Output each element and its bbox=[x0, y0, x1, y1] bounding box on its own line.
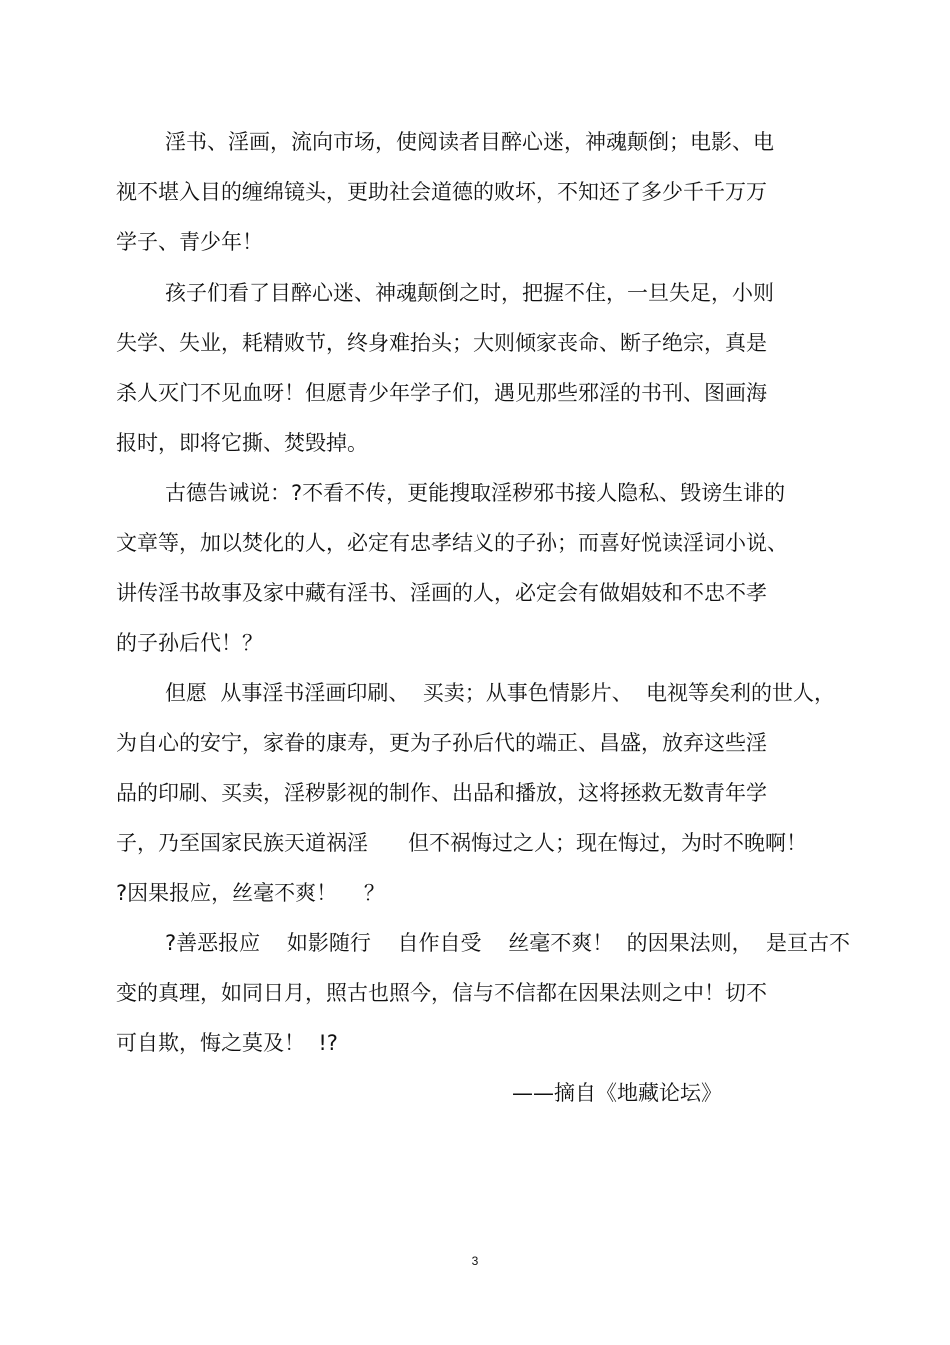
text-line: 讲传淫书故事及家中藏有淫书、淫画的人，必定会有做娼妓和不忠不孝 bbox=[116, 581, 767, 605]
text-line: 淫书、淫画，流向市场，使阅读者目醉心迷，神魂颠倒；电影、电 bbox=[165, 130, 774, 154]
attribution: ——摘自《地藏论坛》 bbox=[512, 1081, 722, 1105]
text-line: 的子孙后代！？ bbox=[116, 631, 263, 655]
text-line: 品的印刷、买卖，淫秽影视的制作、出品和播放，这将拯救无数青年学 bbox=[116, 781, 767, 805]
text-line: ?善恶报应 如影随行 自作自受 丝毫不爽！ 的因果法则， 是亘古不 bbox=[165, 931, 850, 955]
text-line: 子，乃至国家民族天道祸淫 但不祸悔过之人；现在悔过，为时不晚啊！ bbox=[116, 831, 808, 855]
text-line: 但愿 从事淫书淫画印刷、 买卖；从事色情影片、 电视等矣利的世人， bbox=[165, 681, 836, 705]
page-number: 3 bbox=[471, 1254, 479, 1268]
text-line: 失学、失业，耗精败节，终身难抬头；大则倾家丧命、断子绝宗，真是 bbox=[116, 331, 767, 355]
text-line: 古德告诫说：?不看不传，更能搜取淫秽邪书接人隐私、毁谤生诽的 bbox=[165, 481, 786, 505]
text-line: ?因果报应，丝毫不爽！ ？ bbox=[116, 881, 385, 905]
text-line: 报时，即将它撕、焚毁掉。 bbox=[116, 431, 368, 455]
text-line: 变的真理，如同日月，照古也照今，信与不信都在因果法则之中！切不 bbox=[116, 981, 767, 1005]
text-line: 杀人灭门不见血呀！但愿青少年学子们，遇见那些邪淫的书刊、图画海 bbox=[116, 381, 767, 405]
text-line: 为自心的安宁，家眷的康寿，更为子孙后代的端正、昌盛，放弃这些淫 bbox=[116, 731, 767, 755]
text-line: 学子、青少年！ bbox=[116, 230, 263, 254]
text-line: 孩子们看了目醉心迷、神魂颠倒之时，把握不住，一旦失足，小则 bbox=[165, 281, 774, 305]
text-line: 可自欺，悔之莫及！ !? bbox=[116, 1031, 338, 1055]
text-line: 视不堪入目的缠绵镜头，更助社会道德的败坏，不知还了多少千千万万 bbox=[116, 180, 767, 204]
text-line: 文章等，加以焚化的人，必定有忠孝结义的子孙；而喜好悦读淫词小说、 bbox=[116, 531, 788, 555]
